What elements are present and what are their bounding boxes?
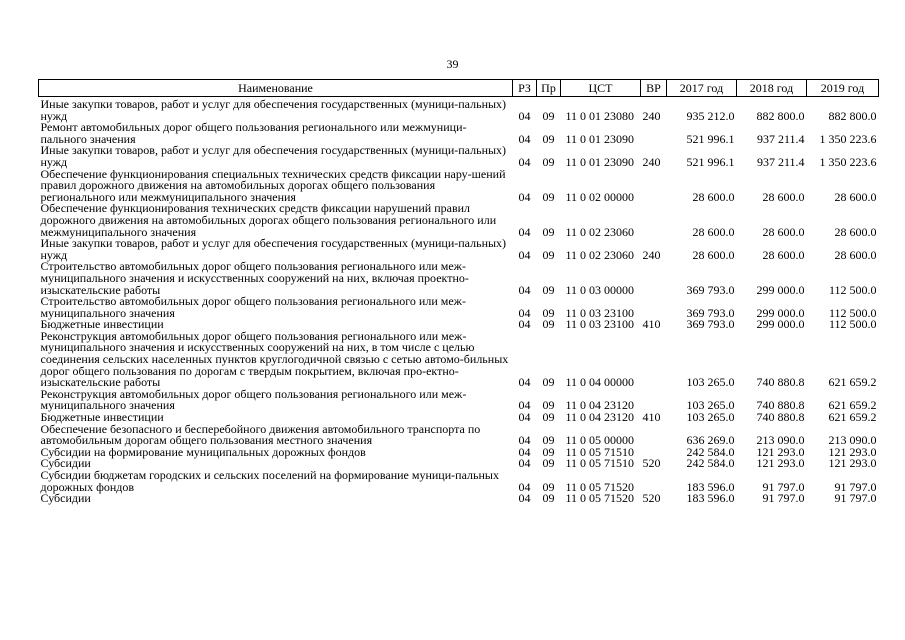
row-2018: 299 000.0 xyxy=(756,317,805,332)
row-2017: 521 996.1 xyxy=(686,131,735,146)
row-vr xyxy=(641,389,667,412)
row-2018: 28 600.0 xyxy=(762,224,805,239)
row-rz: 04 xyxy=(518,456,531,471)
row-cst: 11 0 05 71520 xyxy=(565,491,635,506)
row-vr: 520 xyxy=(642,456,661,471)
row-vr xyxy=(641,331,667,389)
row-2018: 213 090.0 xyxy=(756,433,805,448)
row-2018: 121 293.0 xyxy=(756,456,805,471)
header-2018: 2018 год xyxy=(737,80,807,97)
row-2017: 242 584.0 xyxy=(686,444,735,459)
row-cst: 11 0 05 71510 xyxy=(565,444,635,459)
row-2019: 621 659.2 xyxy=(828,398,877,413)
row-pr: 09 xyxy=(542,479,555,494)
row-pr: 09 xyxy=(542,131,555,146)
row-2018: 882 800.0 xyxy=(756,108,805,123)
row-pr: 09 xyxy=(542,224,555,239)
row-pr: 09 xyxy=(542,444,555,459)
row-cst: 11 0 03 23100 xyxy=(565,317,635,332)
row-vr xyxy=(641,169,667,204)
row-pr: 09 xyxy=(542,456,555,471)
row-pr: 09 xyxy=(542,433,555,448)
row-vr xyxy=(641,424,667,447)
row-name: Субсидии xyxy=(40,456,91,471)
row-rz: 04 xyxy=(518,479,531,494)
row-pr: 09 xyxy=(542,282,555,297)
row-name: Бюджетные инвестиции xyxy=(40,317,164,332)
row-2018: 121 293.0 xyxy=(756,444,805,459)
row-vr xyxy=(641,203,667,238)
row-2018: 740 880.8 xyxy=(756,375,805,390)
table-body xyxy=(39,97,879,505)
row-2017: 935 212.0 xyxy=(686,108,735,123)
row-pr: 09 xyxy=(542,247,555,262)
row-vr: 520 xyxy=(642,491,661,506)
row-name: Бюджетные инвестиции xyxy=(40,410,164,425)
row-2017: 103 265.0 xyxy=(686,375,735,390)
budget-table-container xyxy=(38,79,878,505)
row-2018: 91 797.0 xyxy=(762,491,805,506)
row-rz: 04 xyxy=(518,154,531,169)
row-2018: 299 000.0 xyxy=(756,305,805,320)
row-rz: 04 xyxy=(518,305,531,320)
row-name: Обеспечение функционирования технических средств фиксации нарушений правил дорожного движения на автомобильных дорогах общего пользования регионального или межмуниципального значения xyxy=(40,201,497,239)
row-2019: 91 797.0 xyxy=(834,479,877,494)
row-cst: 11 0 04 23120 xyxy=(565,398,635,413)
row-vr: 240 xyxy=(642,154,661,169)
row-2018: 937 211.4 xyxy=(756,154,805,169)
row-cst: 11 0 05 71510 xyxy=(565,456,635,471)
row-vr xyxy=(641,296,667,319)
row-2017: 103 265.0 xyxy=(686,410,735,425)
row-name: Строительство автомобильных дорог общего пользования регионального или меж-муниципального значения и искусственных сооружений на них, включая проектно-изыскательские работы xyxy=(40,259,469,297)
row-2019: 28 600.0 xyxy=(834,247,877,262)
row-cst: 11 0 01 23090 xyxy=(565,131,635,146)
row-name: Строительство автомобильных дорог общего пользования регионального или меж-муниципального значения xyxy=(40,294,466,320)
row-name: Ремонт автомобильных дорог общего пользования регионального или межмуници-пального значения xyxy=(40,120,467,146)
row-cst: 11 0 05 71520 xyxy=(565,479,635,494)
table-row xyxy=(39,296,879,319)
table-row xyxy=(39,203,879,238)
row-2019: 1 350 223.6 xyxy=(819,131,877,146)
row-rz: 04 xyxy=(518,108,531,123)
row-rz: 04 xyxy=(518,131,531,146)
row-2017: 242 584.0 xyxy=(686,456,735,471)
row-rz: 04 xyxy=(518,491,531,506)
row-name: Обеспечение функционирования специальных технических средств фиксации нару-шений правил дорожного движения на автомобильных дорогах общего пользования регионального или межмуниципального значения xyxy=(40,166,506,204)
row-2017: 636 269.0 xyxy=(686,433,735,448)
row-2017: 28 600.0 xyxy=(692,247,735,262)
row-2017: 521 996.1 xyxy=(686,154,735,169)
row-pr: 09 xyxy=(542,398,555,413)
row-cst: 11 0 04 23120 xyxy=(565,410,635,425)
row-pr: 09 xyxy=(542,108,555,123)
row-2019: 112 500.0 xyxy=(828,317,877,332)
row-2018: 28 600.0 xyxy=(762,247,805,262)
row-rz: 04 xyxy=(518,398,531,413)
row-name: Реконструкция автомобильных дорог общего пользования регионального или меж-муниципального значения и искусственных сооружений на них, в том числе с целью соединения сельских населенных пунктов круглогодичной связью с сетью автомо-бильных дорог общего пользования по дорогам с твердым покрытием, включая про-ектно-изыскательские работы xyxy=(40,328,509,390)
row-vr: 410 xyxy=(642,317,661,332)
row-rz: 04 xyxy=(518,433,531,448)
row-pr: 09 xyxy=(542,305,555,320)
row-vr xyxy=(641,122,667,145)
row-cst: 11 0 01 23090 xyxy=(565,154,635,169)
row-cst: 11 0 05 00000 xyxy=(565,433,635,448)
row-rz: 04 xyxy=(518,375,531,390)
row-rz: 04 xyxy=(518,317,531,332)
table-row xyxy=(39,470,879,493)
row-2017: 28 600.0 xyxy=(692,224,735,239)
row-rz: 04 xyxy=(518,224,531,239)
header-row xyxy=(39,80,879,97)
table-row xyxy=(39,389,879,412)
row-name: Иные закупки товаров, работ и услуг для обеспечения государственных (муници-пальных) нужд xyxy=(40,97,507,123)
row-2019: 121 293.0 xyxy=(828,444,877,459)
row-pr: 09 xyxy=(542,410,555,425)
row-2019: 91 797.0 xyxy=(834,491,877,506)
row-pr: 09 xyxy=(542,154,555,169)
row-2019: 28 600.0 xyxy=(834,224,877,239)
row-name: Реконструкция автомобильных дорог общего пользования регионального или меж-муниципального значения xyxy=(40,386,467,413)
row-rz: 04 xyxy=(518,444,531,459)
table-row xyxy=(39,145,879,168)
header-cst: ЦСТ xyxy=(561,80,641,97)
row-name: Обеспечение безопасного и бесперебойного движения автомобильного транспорта по автомобильным дорогам общего пользования местного значения xyxy=(40,421,481,448)
row-2018: 28 600.0 xyxy=(762,189,805,204)
header-rz: РЗ xyxy=(513,80,537,97)
row-rz: 04 xyxy=(518,189,531,204)
row-pr: 09 xyxy=(542,491,555,506)
row-2017: 28 600.0 xyxy=(692,189,735,204)
row-2017: 183 596.0 xyxy=(686,479,735,494)
row-pr: 09 xyxy=(542,375,555,390)
table-row xyxy=(39,238,879,261)
budget-table xyxy=(38,79,879,505)
page-number: 39 xyxy=(446,57,459,71)
row-2017: 369 793.0 xyxy=(686,305,735,320)
row-cst: 11 0 03 00000 xyxy=(565,282,635,297)
row-2018: 299 000.0 xyxy=(756,282,805,297)
table-header xyxy=(39,80,879,97)
row-2018: 740 880.8 xyxy=(756,398,805,413)
row-2017: 183 596.0 xyxy=(686,491,735,506)
row-name: Субсидии бюджетам городских и сельских поселений на формирование муници-пальных дорожных фондов xyxy=(40,468,499,494)
row-2019: 882 800.0 xyxy=(828,108,877,123)
row-2019: 213 090.0 xyxy=(828,433,877,448)
header-2019: 2019 год xyxy=(807,80,879,97)
row-cst: 11 0 01 23080 xyxy=(565,108,635,123)
header-vr: ВР xyxy=(641,80,667,97)
table-row xyxy=(39,122,879,145)
row-vr: 410 xyxy=(642,410,661,425)
row-pr: 09 xyxy=(542,317,555,332)
row-2019: 112 500.0 xyxy=(828,305,877,320)
table-row xyxy=(39,493,879,505)
row-2019: 121 293.0 xyxy=(828,456,877,471)
row-name: Субсидии на формирование муниципальных дорожных фондов xyxy=(40,444,366,459)
row-2019: 28 600.0 xyxy=(834,189,877,204)
row-2017: 103 265.0 xyxy=(686,398,735,413)
row-2018: 740 880.8 xyxy=(756,410,805,425)
row-2019: 1 350 223.6 xyxy=(819,154,877,169)
row-cst: 11 0 04 00000 xyxy=(565,375,635,390)
header-name: Наименование xyxy=(39,80,513,97)
row-cst: 11 0 02 23060 xyxy=(565,224,635,239)
header-2017: 2017 год xyxy=(667,80,737,97)
row-rz: 04 xyxy=(518,247,531,262)
row-vr xyxy=(641,470,667,493)
row-2019: 621 659.2 xyxy=(828,410,877,425)
row-2018: 91 797.0 xyxy=(762,479,805,494)
table-row xyxy=(39,447,879,459)
table-row xyxy=(39,97,879,123)
row-cst: 11 0 02 00000 xyxy=(565,189,635,204)
row-name: Иные закупки товаров, работ и услуг для обеспечения государственных (муници-пальных) нужд xyxy=(40,236,507,262)
row-pr: 09 xyxy=(542,189,555,204)
row-vr: 240 xyxy=(642,247,661,262)
row-2019: 621 659.2 xyxy=(828,375,877,390)
header-pr: Пр xyxy=(537,80,561,97)
row-2018: 937 211.4 xyxy=(756,131,805,146)
row-vr: 240 xyxy=(642,108,661,123)
table-row xyxy=(39,331,879,389)
row-vr xyxy=(641,261,667,296)
row-rz: 04 xyxy=(518,282,531,297)
table-row xyxy=(39,424,879,447)
table-row xyxy=(39,169,879,204)
row-2017: 369 793.0 xyxy=(686,317,735,332)
row-2017: 369 793.0 xyxy=(686,282,735,297)
row-2019: 112 500.0 xyxy=(828,282,877,297)
row-rz: 04 xyxy=(518,410,531,425)
row-name: Иные закупки товаров, работ и услуг для обеспечения государственных (муници-пальных) нужд xyxy=(40,143,507,169)
row-name: Субсидии xyxy=(40,491,91,506)
row-cst: 11 0 02 23060 xyxy=(565,247,635,262)
table-row xyxy=(39,261,879,296)
row-cst: 11 0 03 23100 xyxy=(565,305,635,320)
